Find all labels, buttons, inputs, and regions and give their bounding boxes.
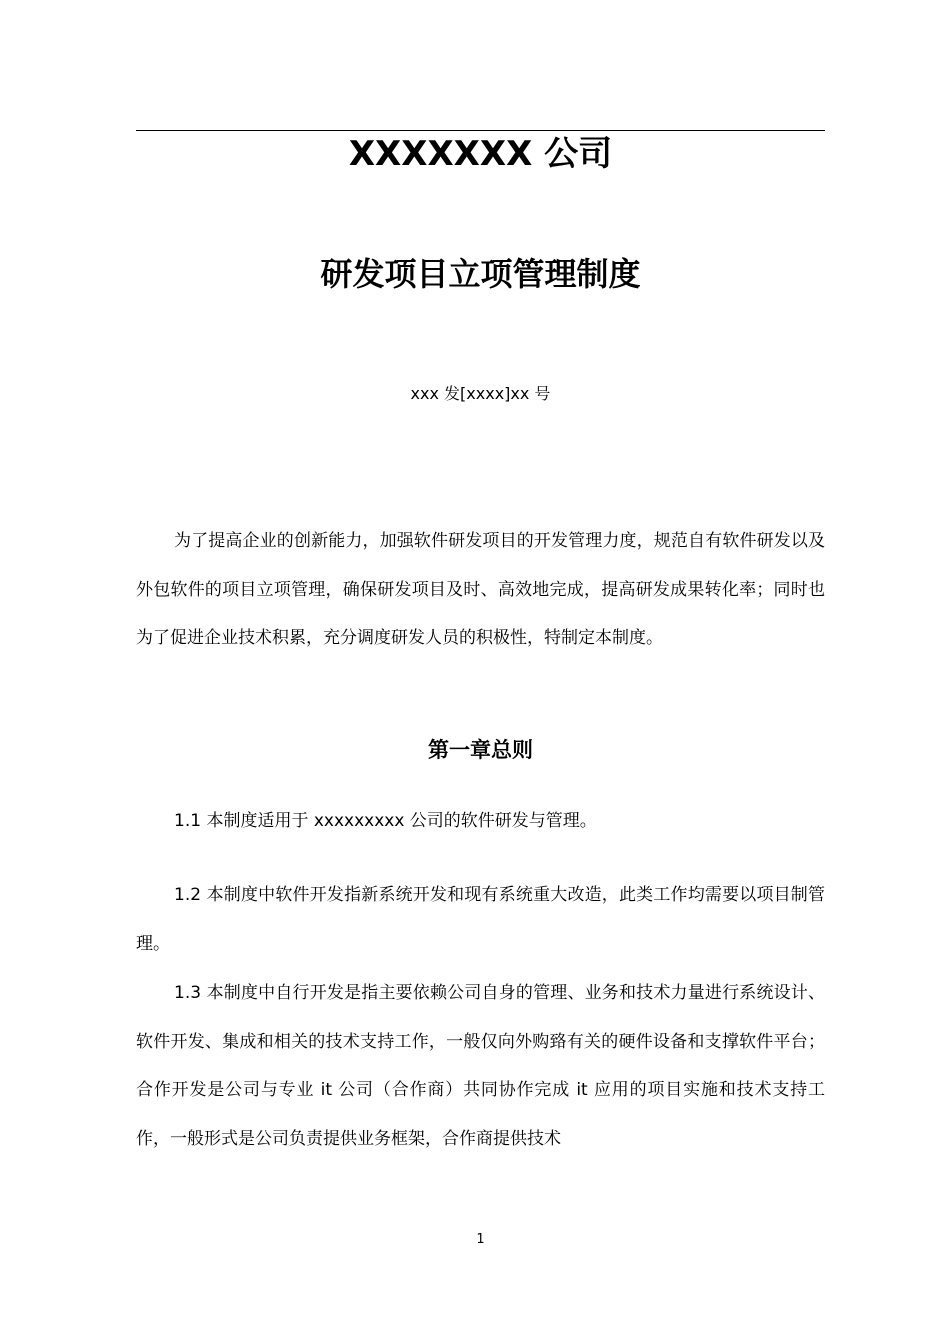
chapter-heading: 第一章总则 [428,738,533,762]
clause-1-3: 1.3 本制度中自行开发是指主要依赖公司自身的管理、业务和技术力量进行系统设计、软件开发、集成和相关的技术支持工作，一般仅向外购臵有关的硬件设备和支撑软件平台；合作开发是公司与专业 it 公司（合作商）共同协作完成 it 应用的项目实施和技术支持工作，一般形式是公司负责提供业务框架，合作商提供技术 [136,983,825,1149]
document-number: xxx 发[xxxx]xx 号 [410,384,551,403]
document-title: 研发项目立项管理制度 [320,255,641,293]
clause-1-2: 1.2 本制度中软件开发指新系统开发和现有系统重大改造，此类工作均需要以项目制管理。 [136,885,825,954]
header-rule [136,130,825,131]
company-title: XXXXXXX 公司 [348,134,613,174]
clause-1-1: 1.1 本制度适用于 xxxxxxxxx 公司的软件研发与管理。 [174,811,597,831]
page-number: 1 [476,1232,485,1247]
intro-paragraph: 为了提高企业的创新能力，加强软件研发项目的开发管理力度，规范自有软件研发以及外包软件的项目立项管理，确保研发项目及时、高效地完成，提高研发成果转化率；同时也为了促进企业技术积累，充分调度研发人员的积极性，特制定本制度。 [136,531,825,649]
